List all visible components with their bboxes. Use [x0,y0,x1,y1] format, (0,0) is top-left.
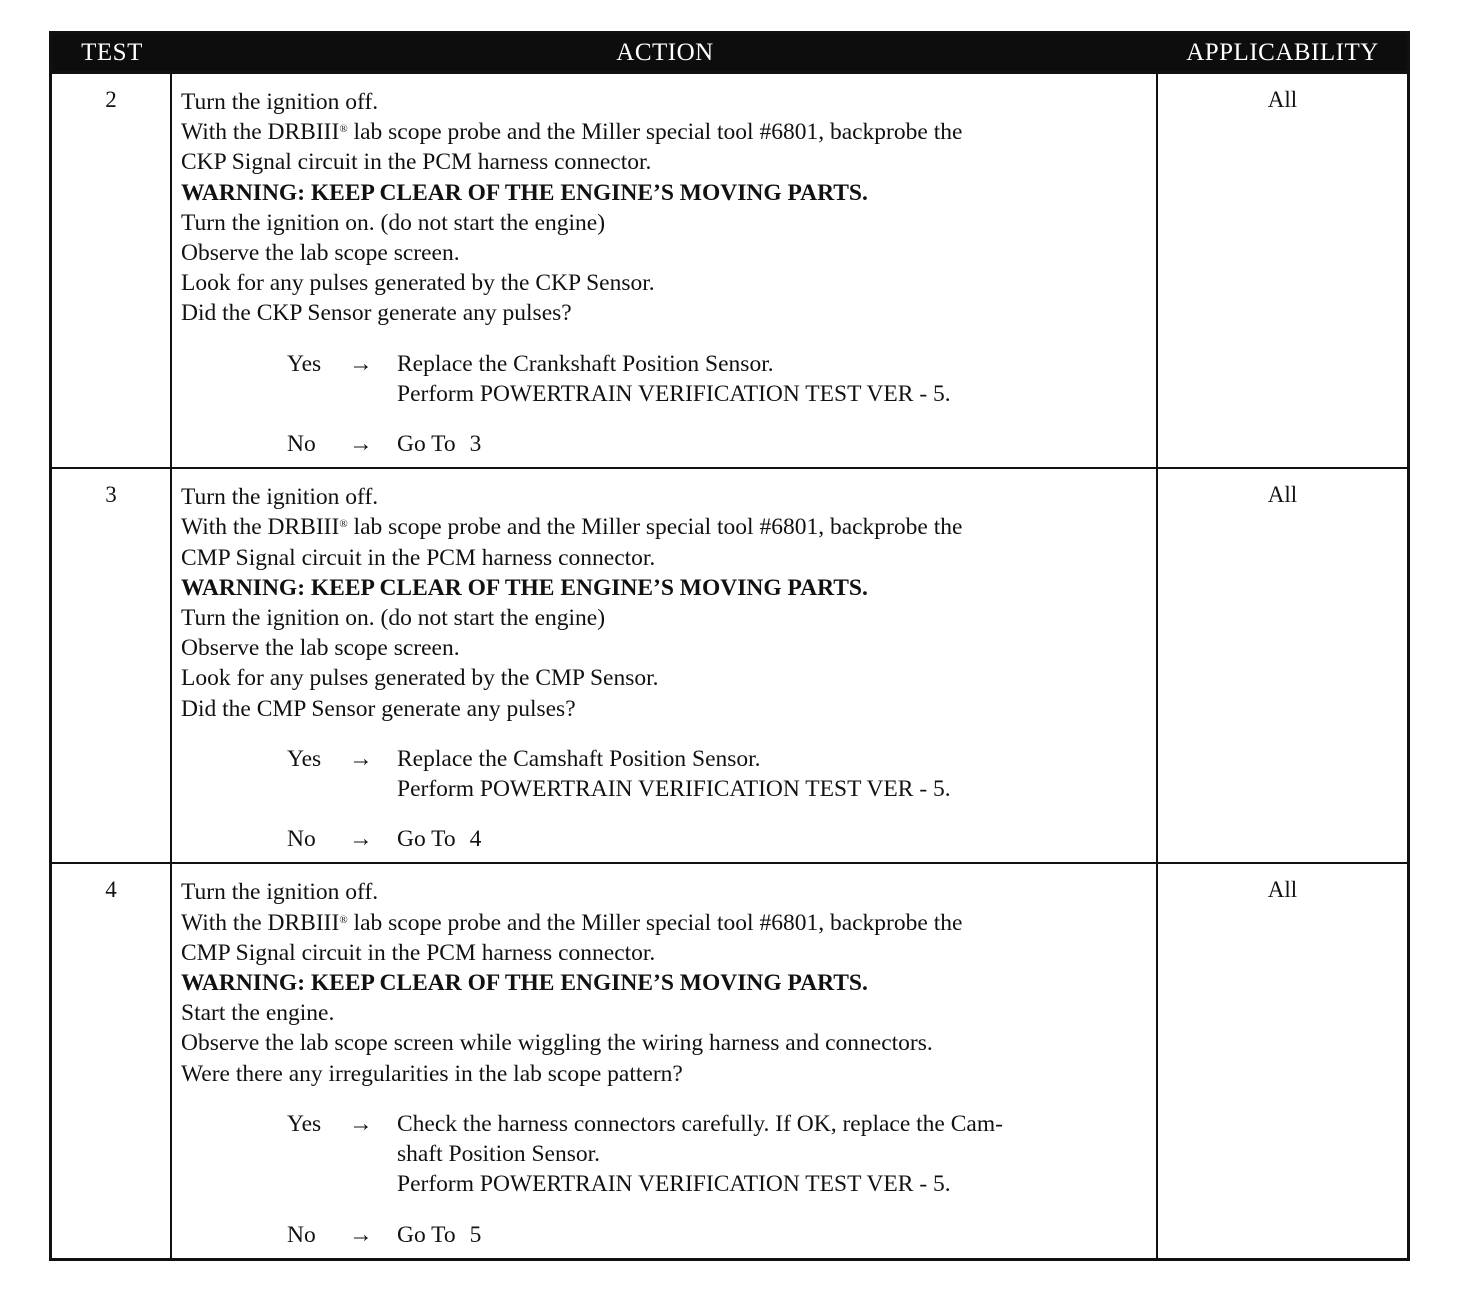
yes-result [397,744,1156,804]
applicability-cell: All [1267,87,1298,112]
applicability-cell: All [1267,482,1298,508]
goto-text: Go To [397,826,456,853]
test-number: 3 [52,469,172,862]
yes-label: Yes [287,350,322,377]
step-line: Were there any irregularities in the lab scope pattern? [181,1060,683,1087]
goto-target: 5 [469,1221,482,1248]
goto-text: Go To [397,431,456,458]
goto-text: Go To [397,1221,456,1248]
no-branch [181,824,1156,854]
step-line [181,512,1156,542]
warning-line: WARNING: KEEP CLEAR OF THE ENGINE’S MOVING PARTS. [181,179,868,206]
step-line [181,117,1156,147]
no-branch [181,1220,1156,1250]
step-line: Observe the lab scope screen while wiggling the wiring harness and connectors. [181,1030,933,1057]
no-result [397,824,1156,854]
step-line [181,908,1156,938]
action-cell [172,469,1158,862]
step-line: Turn the ignition off. [181,484,379,511]
step-line: Observe the lab scope screen. [181,240,460,267]
step-line: Look for any pulses generated by the CKP Sensor. [181,270,655,297]
header-applicability: APPLICABILITY [1186,38,1379,66]
result-line: Perform POWERTRAIN VERIFICATION TEST VER - 5. [397,1171,951,1198]
registered-mark: ® [339,913,348,926]
yes-branch [181,1109,1156,1200]
step-text: lab scope probe and the Miller special tool #6801, backprobe the [347,514,963,541]
action-cell [172,864,1158,1257]
arrow-icon: → [349,826,373,853]
step-line: Look for any pulses generated by the CMP Sensor. [181,665,659,692]
header-test: TEST [81,38,143,66]
step-text: lab scope probe and the Miller special tool #6801, backprobe the [347,909,963,936]
header-action: ACTION [616,38,714,66]
step-line: Observe the lab scope screen. [181,635,460,662]
step-line: CKP Signal circuit in the PCM harness connector. [181,149,652,176]
step-line: CMP Signal circuit in the PCM harness connector. [181,544,656,571]
goto-target: 4 [469,826,482,853]
result-line: Replace the Camshaft Position Sensor. [397,745,761,772]
result-line: Check the harness connectors carefully. If OK, replace the Cam- [397,1110,1003,1137]
step-text: lab scope probe and the Miller special tool #6801, backprobe the [347,119,963,146]
result-line: Perform POWERTRAIN VERIFICATION TEST VER - 5. [397,776,951,803]
arrow-icon: → [349,431,373,458]
arrow-icon: → [349,350,373,377]
no-branch [181,429,1156,459]
step-line: Turn the ignition off. [181,879,379,906]
step-line: Turn the ignition on. (do not start the engine) [181,209,606,236]
yes-result [397,1109,1156,1200]
result-line: Perform POWERTRAIN VERIFICATION TEST VER - 5. [397,380,951,407]
no-label: No [287,826,316,853]
step-line: Start the engine. [181,1000,335,1027]
test-number: 4 [52,864,172,1257]
goto-target: 3 [469,431,482,458]
table-row [52,864,1407,1257]
no-label: No [287,1221,316,1248]
step-text: With the DRBIII [181,119,340,146]
registered-mark: ® [339,123,348,136]
registered-mark: ® [339,518,348,531]
warning-line: WARNING: KEEP CLEAR OF THE ENGINE’S MOVING PARTS. [181,574,868,601]
table-row [52,74,1407,469]
arrow-icon: → [349,745,373,772]
diagnostic-test-table [49,31,1410,1261]
warning-line: WARNING: KEEP CLEAR OF THE ENGINE’S MOVING PARTS. [181,970,868,997]
no-result [397,429,1156,459]
step-text: With the DRBIII [181,909,340,936]
result-line: shaft Position Sensor. [397,1141,601,1168]
arrow-icon: → [349,1221,373,1248]
yes-branch [181,744,1156,804]
yes-label: Yes [287,745,322,772]
yes-result [397,349,1156,409]
step-text: With the DRBIII [181,514,340,541]
no-result [397,1220,1156,1250]
yes-branch [181,349,1156,409]
step-line: Did the CKP Sensor generate any pulses? [181,300,572,327]
step-line: Turn the ignition on. (do not start the engine) [181,605,606,632]
applicability-cell: All [1267,877,1298,903]
step-line: Turn the ignition off. [181,89,379,115]
yes-label: Yes [287,1110,322,1137]
table-header [52,34,1407,74]
no-label: No [287,431,316,458]
action-cell [172,74,1158,467]
step-line: Did the CMP Sensor generate any pulses? [181,695,576,722]
result-line: Replace the Crankshaft Position Sensor. [397,350,774,377]
arrow-icon: → [349,1110,373,1137]
step-line: CMP Signal circuit in the PCM harness connector. [181,939,656,966]
table-row [52,469,1407,864]
test-number: 2 [52,74,172,467]
